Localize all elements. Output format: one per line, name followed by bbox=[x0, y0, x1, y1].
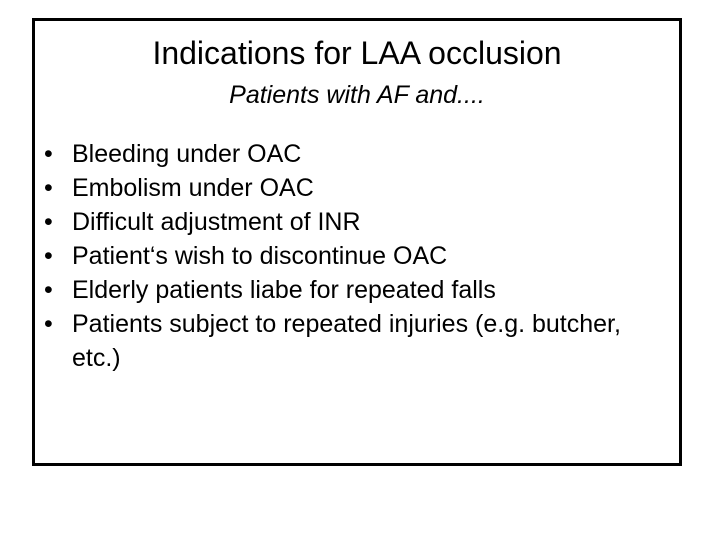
bullet-dot-icon: • bbox=[44, 276, 53, 304]
bullet-text: Patients subject to repeated injuries (e.g. butcher, etc.) bbox=[72, 310, 621, 372]
bullet-item bbox=[35, 307, 675, 375]
bullet-item bbox=[35, 239, 675, 273]
bullet-dot-icon: • bbox=[44, 242, 53, 270]
content-frame bbox=[32, 18, 682, 466]
bullet-text: Bleeding under OAC bbox=[72, 140, 302, 168]
bullet-text: Elderly patients liabe for repeated falls bbox=[72, 276, 496, 304]
slide-subtitle: Patients with AF and.... bbox=[229, 81, 485, 109]
bullet-list bbox=[35, 137, 675, 375]
bullet-dot-icon: • bbox=[44, 310, 53, 338]
bullet-item bbox=[35, 205, 675, 239]
bullet-item bbox=[35, 137, 675, 171]
bullet-text: Patient‘s wish to discontinue OAC bbox=[72, 242, 448, 270]
bullet-text: Difficult adjustment of INR bbox=[72, 208, 361, 236]
bullet-dot-icon: • bbox=[44, 140, 53, 168]
bullet-text: Embolism under OAC bbox=[72, 174, 314, 202]
bullet-item bbox=[35, 171, 675, 205]
slide-title: Indications for LAA occlusion bbox=[152, 35, 562, 71]
bullet-dot-icon: • bbox=[44, 208, 53, 236]
bullet-item bbox=[35, 273, 675, 307]
bullet-dot-icon: • bbox=[44, 174, 53, 202]
